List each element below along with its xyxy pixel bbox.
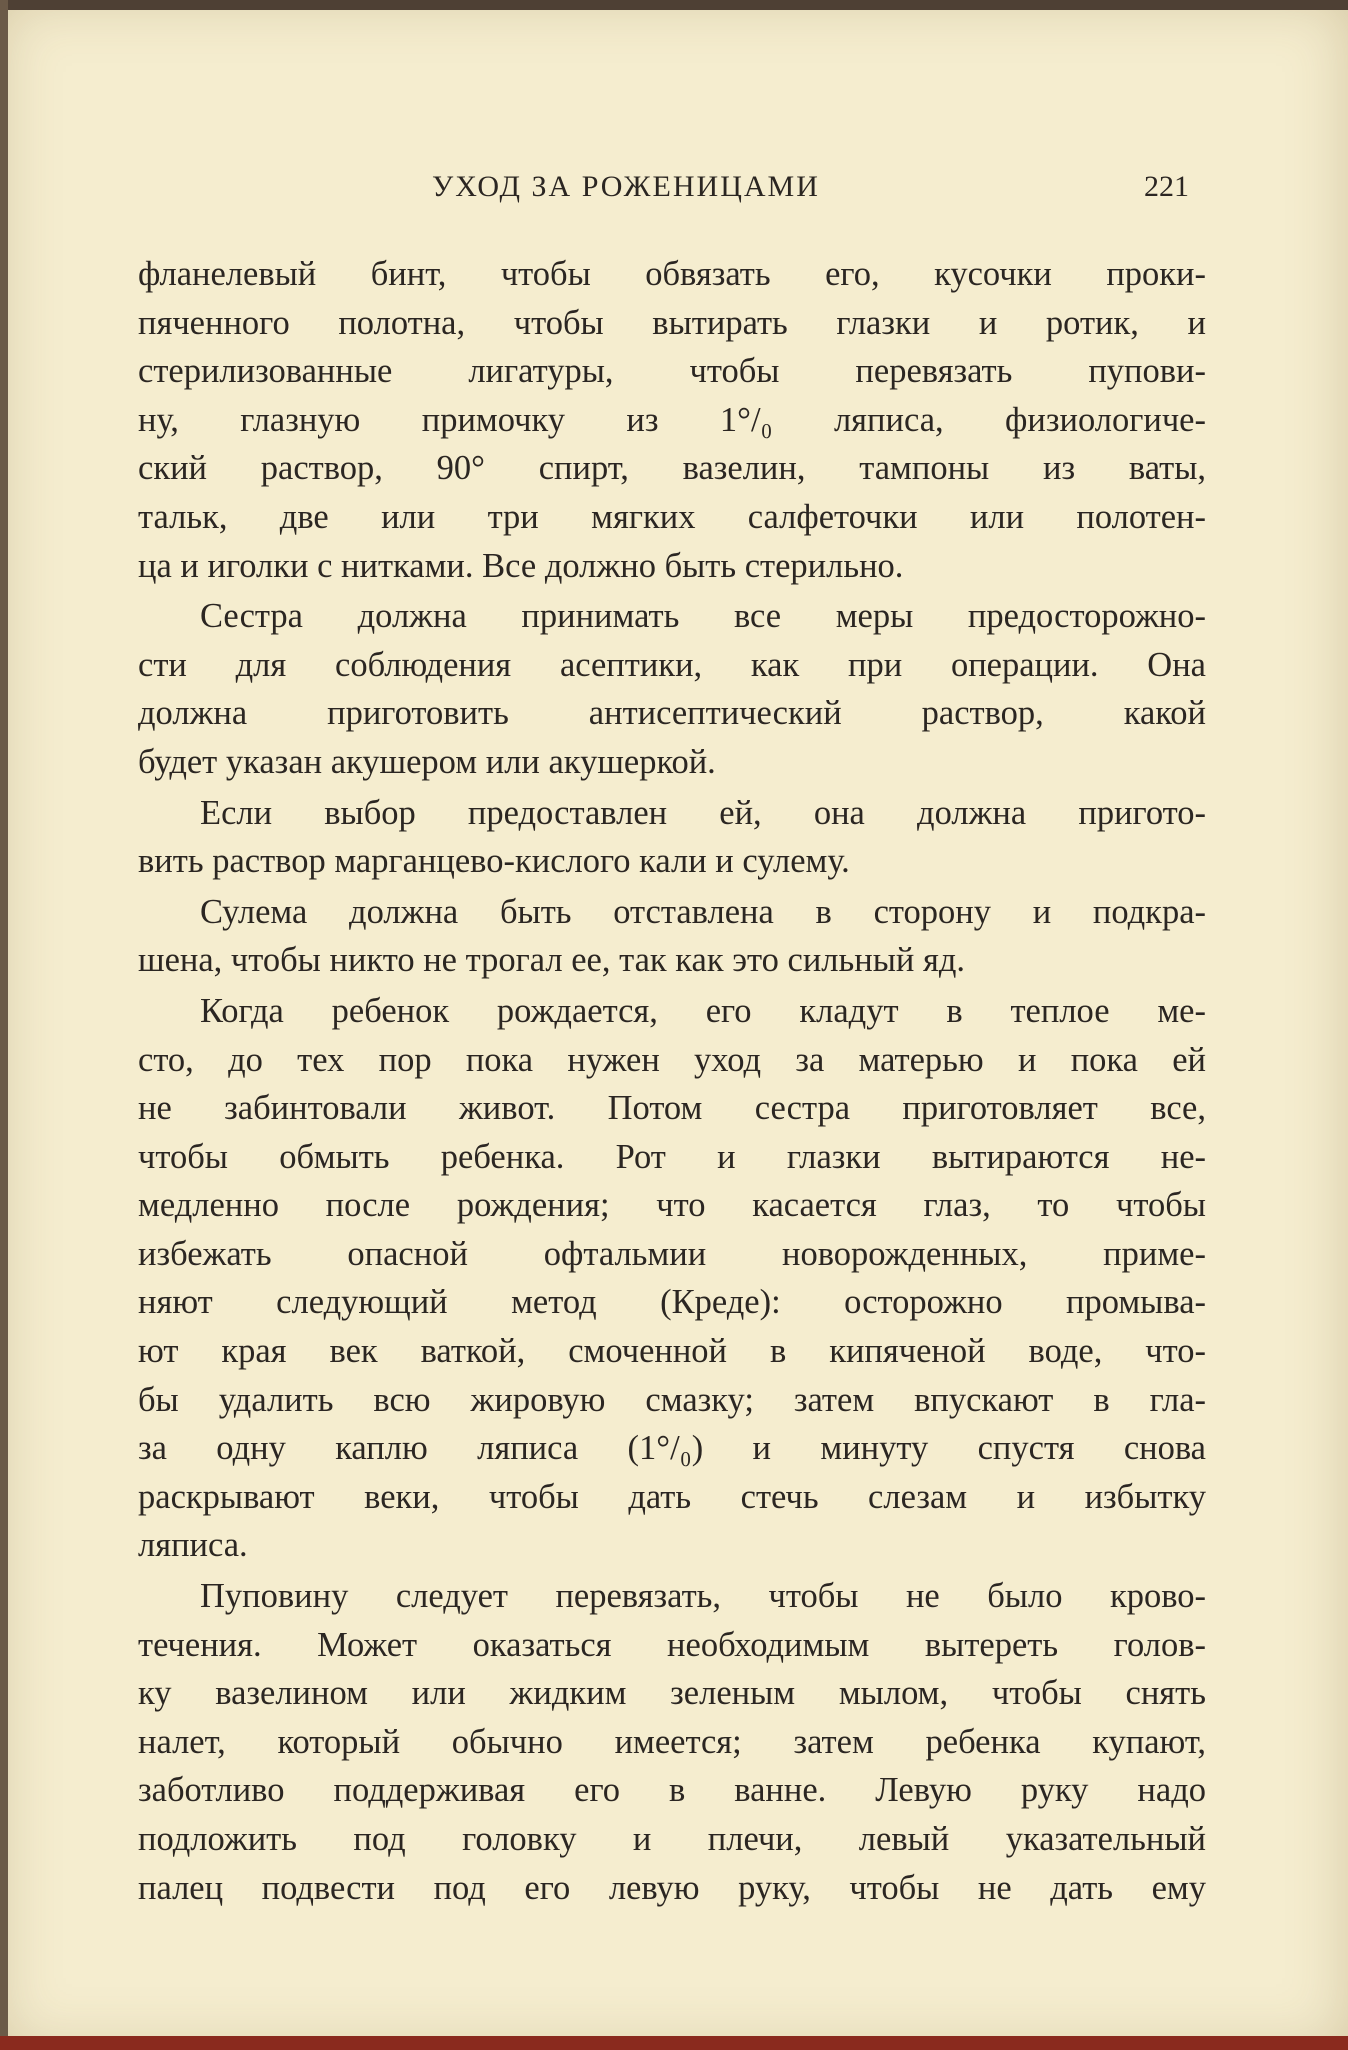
paragraph-5 (138, 987, 1206, 1570)
page-top-edge (0, 0, 1348, 10)
page-left-edge (0, 0, 8, 2050)
paragraph-2 (138, 592, 1206, 786)
text-line: Когда ребенок рождается, его кладут в теплое ме- (200, 991, 1206, 1030)
text-line: избежать опасной офтальмии новорожденных, приме- (138, 1234, 1206, 1273)
text-line: сти для соблюдения асептики, как при операции. Она (138, 645, 1206, 684)
paragraph-3 (138, 789, 1206, 886)
page-bottom-edge (0, 2036, 1348, 2050)
text-line: Пуповину следует перевязать, чтобы не было крово- (200, 1577, 1206, 1616)
paragraph-6 (138, 1572, 1206, 1912)
text-line: раскрывают веки, чтобы дать стечь слезам и избытку (138, 1477, 1206, 1516)
text-line: ну, глазную примочку из 1°/₀ ляписа, физиологиче- (138, 400, 1206, 439)
text-line: фланелевый бинт, чтобы обвязать его, кусочки проки- (138, 255, 1206, 293)
text-line: бы удалить всю жировую смазку; затем впускают в гла- (138, 1380, 1206, 1419)
paragraph-1 (138, 250, 1206, 590)
chapter-title: УХОД ЗА РОЖЕНИЦАМИ (432, 170, 820, 203)
text-line: ку вазелином или жидким зеленым мылом, чтобы снять (138, 1674, 1206, 1713)
text-line: медленно после рождения; что касается глаз, то чтобы (138, 1186, 1206, 1225)
text-line: ский раствор, 90° спирт, вазелин, тампоны из ваты, (138, 449, 1206, 488)
text-line: сто, до тех пор пока нужен уход за матерью и пока ей (138, 1040, 1206, 1079)
text-line: чтобы обмыть ребенка. Рот и глазки вытираются не- (138, 1137, 1206, 1176)
text-line: заботливо поддерживая его в ванне. Левую руку надо (138, 1771, 1206, 1810)
text-line: должна приготовить антисептический раствор, какой (138, 694, 1206, 733)
running-header (0, 170, 1348, 220)
text-line: не забинтовали живот. Потом сестра приготовляет все, (138, 1089, 1206, 1128)
text-line: ца и иголки с нитками. Все должно быть стерильно. (138, 546, 904, 585)
text-line: налет, который обычно имеется; затем ребенка купают, (138, 1722, 1206, 1761)
text-line: тальк, две или три мягких салфеточки или полотен- (138, 497, 1206, 536)
text-line: ляписа. (138, 1526, 248, 1565)
page-number: 221 (1144, 170, 1189, 203)
text-line: стерилизованные лигатуры, чтобы перевязать пупови- (138, 352, 1206, 391)
text-line: палец подвести под его левую руку, чтобы не дать ему (138, 1868, 1206, 1907)
text-line: шена, чтобы никто не трогал ее, так как это сильный яд. (138, 941, 966, 980)
text-line: ют края век ваткой, смоченной в кипяченой воде, что- (138, 1332, 1206, 1371)
text-line: за одну каплю ляписа (1°/₀) и минуту спустя снова (138, 1429, 1206, 1468)
text-line: вить раствор марганцево-кислого кали и сулему. (138, 842, 850, 881)
text-line: подложить под головку и плечи, левый указательный (138, 1820, 1206, 1858)
text-line: няют следующий метод (Креде): осторожно промыва- (138, 1283, 1206, 1322)
text-line: пяченного полотна, чтобы вытирать глазки и ротик, и (138, 303, 1206, 342)
body-text (138, 250, 1206, 1914)
text-line: Если выбор предоставлен ей, она должна пригото- (200, 793, 1206, 832)
paragraph-4 (138, 888, 1206, 985)
text-line: течения. Может оказаться необходимым вытереть голов- (138, 1625, 1206, 1664)
text-line: будет указан акушером или акушеркой. (138, 742, 716, 781)
text-line: Сестра должна принимать все меры предосторожно- (200, 597, 1206, 636)
text-line: Сулема должна быть отставлена в сторону и подкра- (200, 892, 1206, 931)
